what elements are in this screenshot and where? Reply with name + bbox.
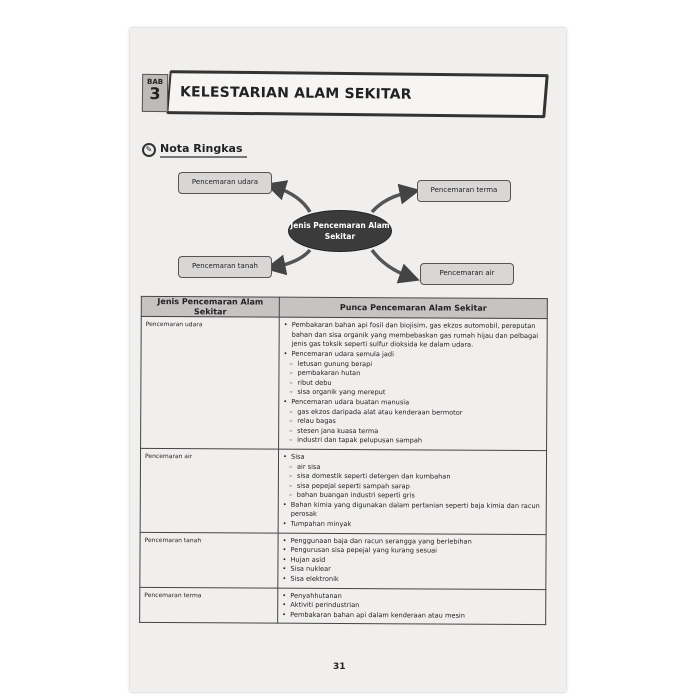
bullet-item: • Sisa elektronik [290, 575, 541, 586]
sub-item: – sisa domestik seperti detergen dan kumbahan [297, 472, 542, 483]
bullet-item: • Pembakaran bahan api dalam kenderaan atau mesin [290, 611, 541, 622]
arrow-terma [372, 192, 410, 212]
bullet-item: • Tumpahan minyak [291, 520, 542, 531]
sub-item: – letusan gunung berapi [297, 359, 542, 370]
node-udara: Pencemaran udara [178, 172, 272, 194]
pollution-type: Pencemaran terma [140, 587, 278, 624]
sub-item: – relau bagas [297, 417, 542, 428]
bab-label: BAB [147, 77, 164, 87]
node-air: Pencemaran air [420, 263, 514, 285]
sub-item: – ribut debu [297, 379, 542, 390]
chapter-title: KELESTARIAN ALAM SEKITAR [179, 84, 412, 103]
bullet-item: • Sisa nuklear [290, 565, 541, 576]
page-number: 31 [333, 662, 346, 672]
bullet-item: • Penggunaan baja dan racun serangga yang berlebihan [291, 536, 542, 547]
arrow-udara [275, 187, 310, 212]
bullet-item: • Sisa [291, 453, 542, 464]
sub-item: – sisa pepejal seperti sampah sarap [297, 481, 542, 492]
bullet-item: • Penyahhutanan [290, 591, 541, 602]
sub-item: – pembakaran hutan [297, 369, 542, 380]
bullet-item: • Pencemaran udara buatan manusia [291, 398, 542, 409]
bullet-item: • Hujan asid [290, 556, 541, 567]
pollution-type: Pencemaran air [140, 448, 278, 532]
arrow-air [372, 250, 410, 277]
section-title: Nota Ringkas [160, 142, 247, 158]
pollution-causes [279, 317, 548, 450]
node-tanah: Pencemaran tanah [178, 256, 272, 278]
pollution-causes [278, 588, 546, 625]
pollution-table [139, 296, 548, 626]
sub-item: – sisa organik yang mereput [297, 388, 542, 399]
node-terma: Pencemaran terma [417, 180, 511, 202]
chapter-number: 3 [149, 83, 161, 104]
sub-item: – gas ekzos daripada alat atau kenderaan bermotor [297, 407, 542, 418]
sub-item: – industri dan tapak pelupusan sampah [297, 436, 542, 447]
table-row [140, 448, 546, 534]
pollution-causes [278, 449, 546, 534]
pollution-type: Pencemaran tanah [140, 532, 278, 588]
bullet-item: • Bahan kimia yang digunakan dalam pertanian seperti baja kimia dan racun perosak [291, 501, 542, 522]
table-row [141, 317, 548, 451]
table-row [140, 587, 546, 625]
header-jenis: Jenis Pencemaran Alam Sekitar [141, 296, 279, 317]
bullet-item: • Pencemaran udara semula jadi [292, 350, 543, 361]
bullet-item: • Aktiviti perindustrian [290, 601, 541, 612]
bullet-item: • Pembakaran bahan api fosil dan biojisim, gas ekzos automobil, pereputan bahan dan sisa organik yang membebaskan gas rumah hijau dan pelbagai jenis gas toksik seperti sulfur dioksida ke dalam udara. [292, 321, 543, 351]
header-punca: Punca Pencemaran Alam Sekitar [279, 297, 547, 319]
sub-item: – bahan buangan industri seperti gris [297, 491, 542, 502]
pollution-causes [278, 533, 546, 589]
pollution-type: Pencemaran udara [141, 317, 280, 449]
arrow-tanah [275, 250, 310, 267]
sub-item: – air sisa [297, 462, 542, 473]
bullet-item: • Pengurusan sisa pepejal yang kurang sesuai [291, 546, 542, 557]
nota-icon: ✎ [142, 143, 156, 157]
sub-item: – stesen jana kuasa terma [297, 426, 542, 437]
table-row [140, 532, 546, 589]
diagram-center: Jenis Pencemaran Alam Sekitar [288, 210, 392, 252]
